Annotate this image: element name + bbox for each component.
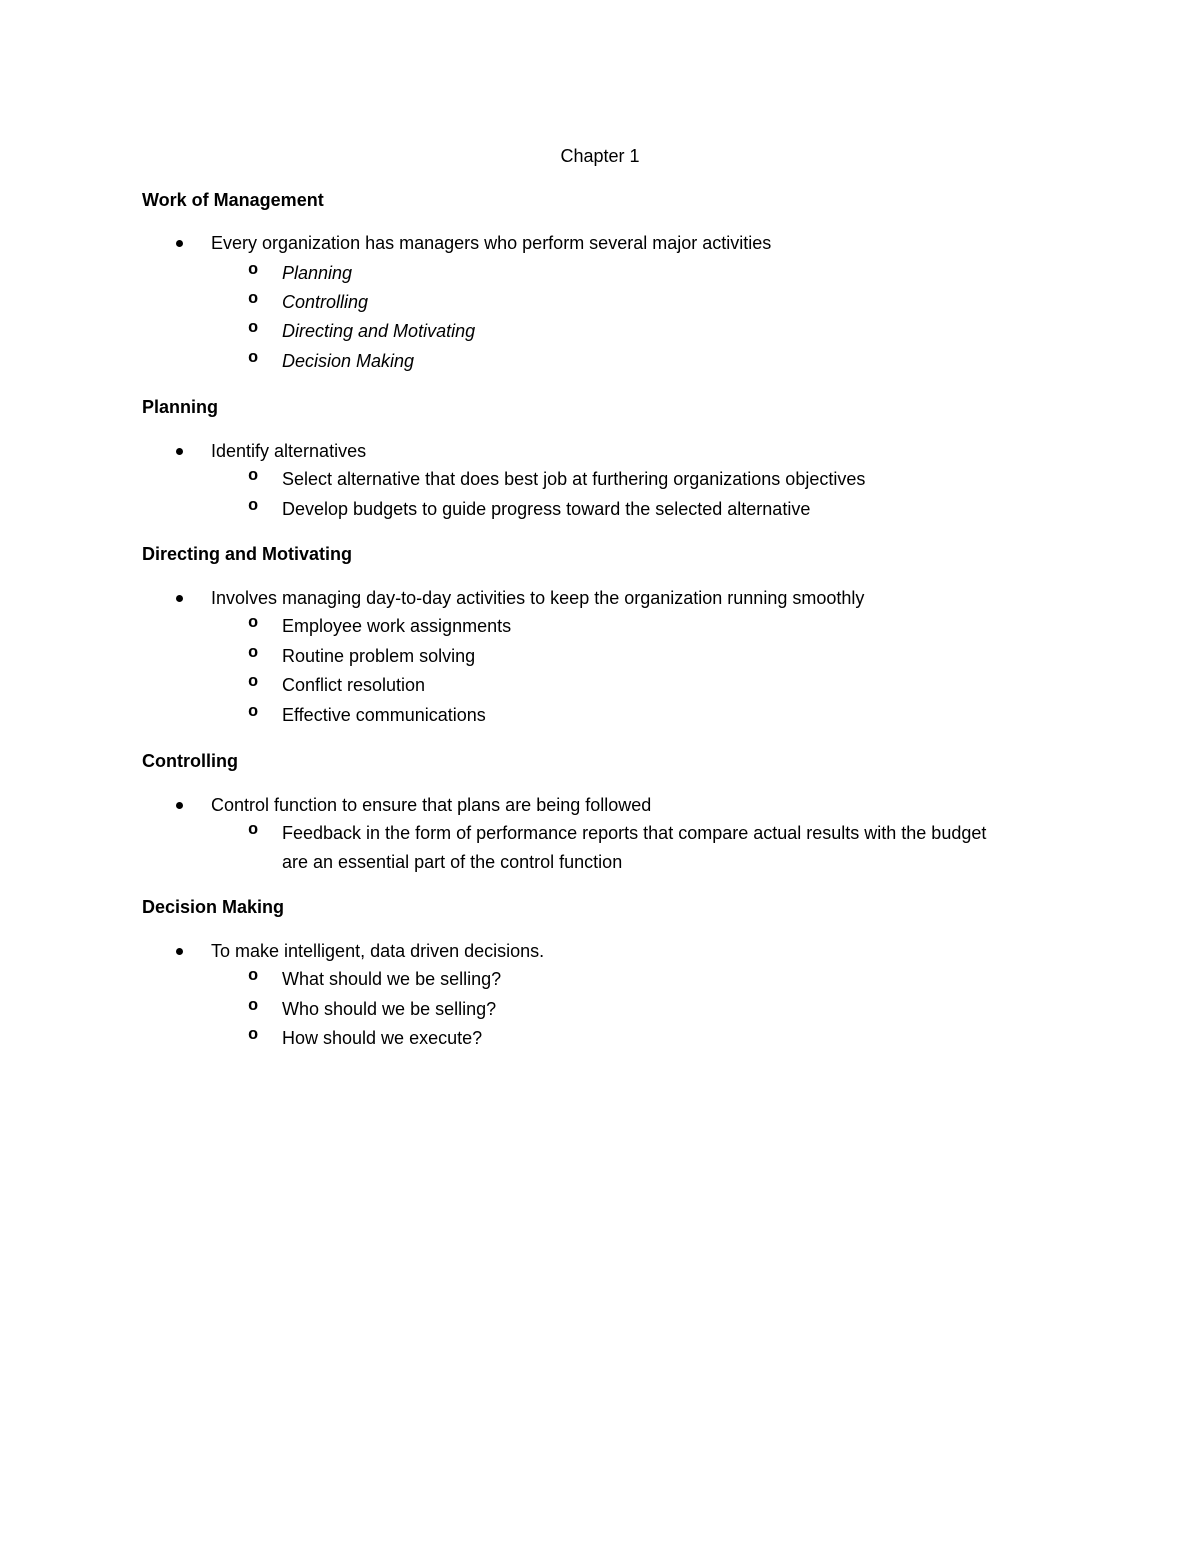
sub-item-text: Decision Making bbox=[282, 351, 415, 371]
sub-item-text: Planning bbox=[282, 263, 353, 283]
bullet-icon bbox=[176, 448, 183, 455]
circle-bullet-icon: o bbox=[248, 319, 259, 338]
bullet-icon bbox=[176, 948, 183, 955]
circle-bullet-icon: o bbox=[248, 821, 259, 840]
circle-bullet-icon: o bbox=[248, 997, 259, 1016]
sub-item-text: How should we execute? bbox=[282, 1028, 483, 1048]
circle-bullet-icon: o bbox=[248, 673, 259, 692]
bullet-icon bbox=[176, 595, 183, 602]
circle-bullet-icon: o bbox=[248, 703, 259, 722]
sub-item-text: Directing and Motivating bbox=[282, 321, 476, 341]
sub-item-text: What should we be selling? bbox=[282, 969, 502, 989]
circle-bullet-icon: o bbox=[248, 261, 259, 280]
bullet-text: Every organization has managers who perform several major activities bbox=[211, 233, 772, 253]
section-heading-directing-and-motivating: Directing and Motivating bbox=[142, 544, 353, 564]
circle-bullet-icon: o bbox=[248, 467, 259, 486]
sub-item-text: Develop budgets to guide progress toward the selected alternative bbox=[282, 499, 811, 519]
bullet-text: Involves managing day-to-day activities to keep the organization running smoothly bbox=[211, 588, 865, 608]
circle-bullet-icon: o bbox=[248, 614, 259, 633]
circle-bullet-icon: o bbox=[248, 497, 259, 516]
bullet-icon bbox=[176, 802, 183, 809]
circle-bullet-icon: o bbox=[248, 967, 259, 986]
section-heading-work-of-management: Work of Management bbox=[142, 190, 324, 210]
sub-item-text: Routine problem solving bbox=[282, 646, 476, 666]
bullet-text: Control function to ensure that plans are being followed bbox=[211, 795, 652, 815]
sub-item-text: Feedback in the form of performance reports that compare actual results with the budget are an essential part of the control function bbox=[282, 823, 987, 872]
circle-bullet-icon: o bbox=[248, 1026, 259, 1045]
bullet-icon bbox=[176, 240, 183, 247]
section-heading-controlling: Controlling bbox=[142, 751, 238, 771]
sub-item-text: Conflict resolution bbox=[282, 675, 426, 695]
chapter-title: Chapter 1 bbox=[560, 146, 640, 166]
sub-item-text: Controlling bbox=[282, 292, 369, 312]
sub-item-text: Effective communications bbox=[282, 705, 486, 725]
sub-item-text: Employee work assignments bbox=[282, 616, 512, 636]
circle-bullet-icon: o bbox=[248, 290, 259, 309]
bullet-text: Identify alternatives bbox=[211, 441, 367, 461]
circle-bullet-icon: o bbox=[248, 349, 259, 368]
section-heading-planning: Planning bbox=[142, 397, 218, 417]
circle-bullet-icon: o bbox=[248, 644, 259, 663]
sub-item-text: Select alternative that does best job at furthering organizations objectives bbox=[282, 469, 866, 489]
sub-item-text: Who should we be selling? bbox=[282, 999, 497, 1019]
bullet-text: To make intelligent, data driven decisions. bbox=[211, 941, 545, 961]
section-heading-decision-making: Decision Making bbox=[142, 897, 285, 917]
